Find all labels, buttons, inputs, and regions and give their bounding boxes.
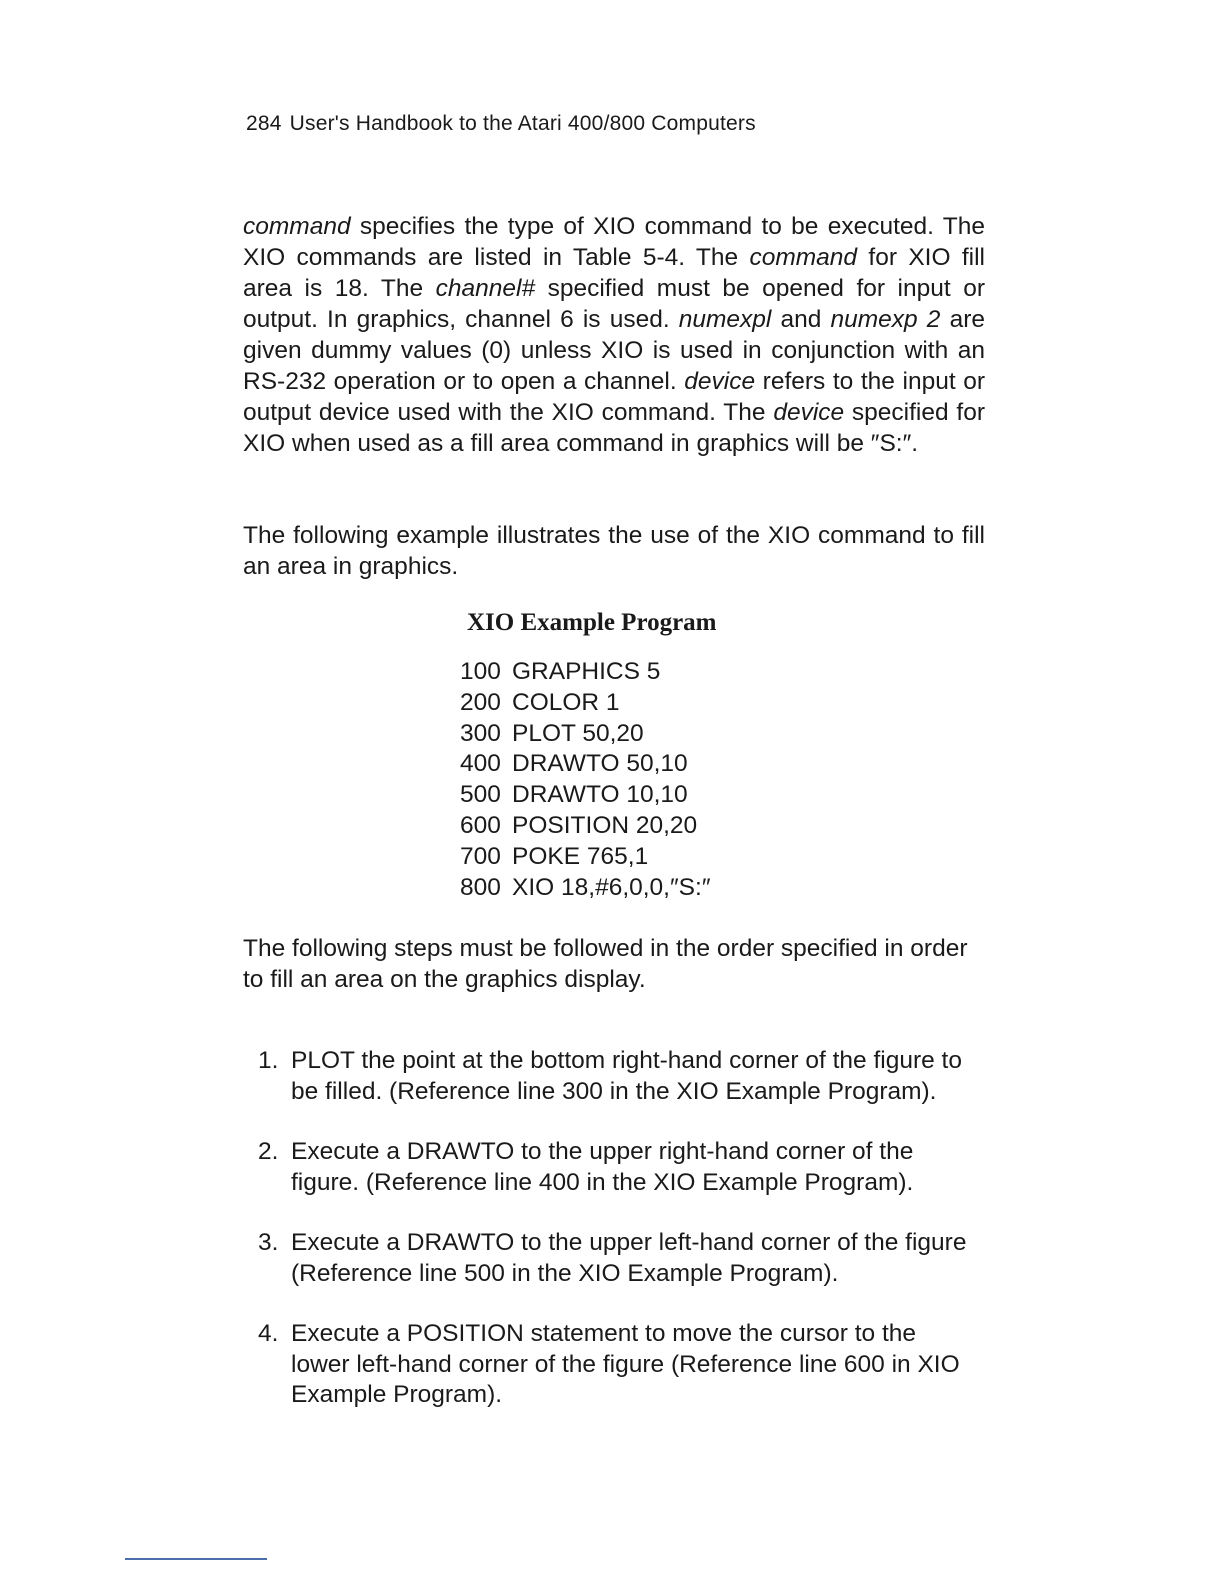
text-segment: specified must be opened for input or output. In graphics, channel 6 is used. [243, 275, 985, 333]
line-number: 100 [460, 658, 501, 685]
term-numexp2: numexp 2 [830, 306, 941, 333]
text-segment: for XIO fill area is 18. The [243, 244, 985, 302]
text-segment: specified for XIO when used as a fill area command in graphics will be ″S:″. [243, 399, 985, 457]
paragraph-steps-intro: The following steps must be followed in the order specified in order to fill an area on the graphics display. [243, 935, 968, 993]
footer-rule [125, 1558, 267, 1560]
step-number: 1. [258, 1047, 279, 1074]
line-number: 400 [460, 750, 501, 778]
line-code: GRAPHICS 5 [512, 658, 661, 685]
term-device: device [684, 368, 756, 395]
step-text: Execute a DRAWTO to the upper right-hand corner of the figure. (Reference line 400 in the XIO Example Program). [291, 1138, 914, 1196]
text-segment: are given dummy values (0) unless XIO is used in conjunction with an RS-232 operation or to open a channel. [243, 306, 985, 395]
step-item [258, 1046, 973, 1107]
line-code: POSITION 20,20 [512, 811, 698, 839]
line-number: 200 [460, 688, 501, 716]
term-device: device [773, 399, 845, 426]
line-code: COLOR 1 [512, 688, 620, 716]
line-number: 800 [460, 873, 501, 901]
line-code: DRAWTO 50,10 [512, 750, 688, 778]
page-number: 284 [246, 112, 282, 135]
step-number: 4. [258, 1320, 279, 1347]
example-program-listing [460, 657, 711, 903]
text-segment: specifies the type of XIO command to be executed. The XIO commands are listed in Table 5-4. The [243, 213, 985, 271]
step-item [258, 1228, 973, 1289]
line-code: PLOT 50,20 [512, 719, 644, 747]
code-line [460, 719, 711, 750]
step-text: PLOT the point at the bottom right-hand corner of the figure to be filled. (Reference line 300 in the XIO Example Program). [291, 1047, 962, 1105]
code-line [460, 749, 711, 780]
code-line [460, 842, 711, 873]
line-number: 600 [460, 811, 501, 839]
term-channel: channel# [435, 275, 536, 302]
code-line [460, 811, 711, 842]
line-number: 500 [460, 781, 501, 809]
text-segment: refers to the input or output device used with the XIO command. The [243, 368, 985, 426]
step-number: 2. [258, 1138, 279, 1165]
code-line [460, 688, 711, 719]
line-number: 700 [460, 842, 501, 870]
example-program-title: XIO Example Program [467, 609, 717, 636]
step-number: 3. [258, 1229, 279, 1256]
line-code: POKE 765,1 [512, 842, 649, 870]
line-code: XIO 18,#6,0,0,″S:″ [512, 873, 711, 901]
step-text: Execute a POSITION statement to move the cursor to the lower left-hand corner of the figure (Reference line 600 in XIO Example Program). [291, 1320, 960, 1408]
step-item [258, 1319, 973, 1411]
line-number: 300 [460, 719, 501, 747]
code-line [460, 657, 711, 688]
code-line [460, 873, 711, 904]
step-item [258, 1137, 973, 1198]
step-text: Execute a DRAWTO to the upper left-hand corner of the figure (Reference line 500 in the XIO Example Program). [291, 1229, 967, 1287]
term-command: command [243, 213, 351, 240]
fill-steps-list [258, 1046, 973, 1441]
line-code: DRAWTO 10,10 [512, 781, 688, 809]
term-numexp1: numexpl [678, 306, 772, 333]
paragraph-xio-syntax [243, 211, 985, 459]
term-command: command [749, 244, 858, 271]
book-title: User's Handbook to the Atari 400/800 Computers [289, 112, 756, 135]
paragraph-example-intro: The following example illustrates the use of the XIO command to fill an area in graphics. [243, 522, 985, 580]
text-segment: and [771, 306, 831, 333]
code-line [460, 780, 711, 811]
running-head [246, 112, 756, 136]
